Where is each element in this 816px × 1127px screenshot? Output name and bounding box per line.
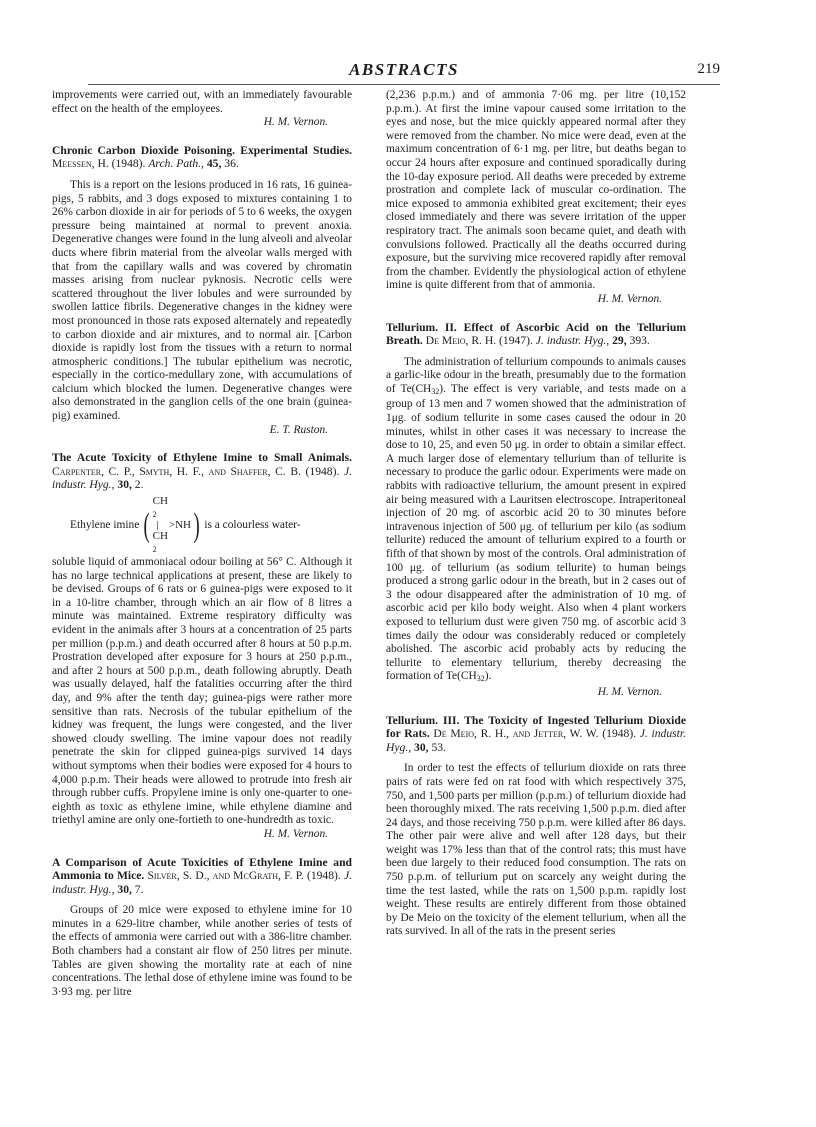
formula-bond: | [156, 519, 159, 532]
article-tellurium-ii [386, 321, 686, 700]
article-body: soluble liquid of ammoniacal odour boiling at 56° C. Although it has no large technical applications at present, these are likely to be devised. Groups of 6 rats or 6 guinea-pigs were exposed to it in a 10-litre chamber, through which an air flow of 8 litres a minute was maintained. Extreme respiratory difficulty was evident in the animals after 3 hours at a concentration of 25 parts per million (p.p.m.) and death occurred after 8 hours at 50 p.p.m. Prostration developed after exposure for 3 hours at 250 p.p.m., and after 2 hours at 500 p.p.m., death following abruptly. Death was usually delayed, half the fatalities occurring after the third day, and 9% after the tenth day; guinea-pigs were rather more sensitive than rats. Necrosis of the tubular epithelium of the kidney was frequent, the lungs were congested, and the liver showed cloudy swelling. The imine vapour does not readily penetrate the skin for clipped guinea-pigs survived 14 days without symptoms when their bodies were exposed for 4 hours to 4,000 p.p.m. Their heads were allowed to protrude into fresh air through rubber cuffs. Propylene imine is only one-quarter to one-eighth as toxic as ethylene imine, while ethylene diamine and triethyl amine are only one-fortieth to one-hundredth as toxic. [52, 556, 352, 827]
formula-stack [153, 496, 168, 555]
article-authors: De Meio, R. H. [425, 334, 497, 348]
article-title: Chronic Carbon Dioxide Poisoning. Experimental Studies. [52, 143, 352, 157]
ethylene-imine-formula [141, 496, 202, 555]
article-title: The Acute Toxicity of Ethylene Imine to Small Animals. [52, 451, 352, 465]
article-page: 393. [629, 334, 650, 348]
formula-paren-right: ) [193, 506, 200, 544]
signature: H. M. Vernon. [597, 292, 662, 305]
article-heading [386, 321, 686, 348]
article-volume: 29, [612, 334, 627, 348]
article-authors: Carpenter, C. P., Smyth, H. F., and Shaffer, C. B. [52, 464, 301, 478]
article-journal: J. industr. Hyg., [52, 869, 352, 896]
article-tellurium-iii [386, 714, 686, 940]
page-header [88, 60, 720, 84]
signature: H. M. Vernon. [263, 827, 328, 840]
article-body: Groups of 20 mice were exposed to ethylene imine for 10 minutes in a 629-litre chamber, while another series of tests of the effects of ammonia were carried out with a 386-litre chamber. Both chambers had a constant air flow of 250 litres per minute. Tables are given showing the mortality rate at each of nine concentrations. The lethal dose of ethylene imine was found to be 3·93 mg. per litre [52, 904, 352, 998]
article-heading [52, 144, 352, 171]
article-heading [52, 451, 352, 492]
article-journal: J. industr. Hyg., [386, 727, 686, 754]
article-authors: Meessen, H. [52, 157, 109, 171]
formula-nh: >NH [168, 519, 191, 532]
article-page: 2. [134, 478, 144, 492]
article-title: A Comparison of Acute Toxicities of Ethylene Imine and Ammonia to Mice. [52, 855, 352, 883]
formula-line [52, 496, 352, 555]
signature: H. M. Vernon. [263, 116, 328, 129]
formula-paren-left: ( [143, 506, 151, 544]
article-title: Tellurium. II. Effect of Ascorbic Acid on the Tellurium Breath. [386, 320, 686, 348]
left-column [52, 89, 352, 999]
continuation-text: improvements were carried out, with an immediately favourable effect on the health of the employees. [52, 89, 352, 115]
article-authors: De Meio, R. H., and Jetter, W. W. [433, 727, 599, 741]
article-volume: 30, [414, 740, 429, 754]
article-title: Tellurium. III. The Toxicity of Ingested Tellurium Dioxide for Rats. [386, 713, 686, 741]
article-year: (1948). [111, 157, 146, 171]
article-page: 7. [134, 882, 144, 896]
formula-lead: Ethylene imine [70, 518, 140, 531]
signature: H. M. Vernon. [597, 685, 662, 698]
article-chronic-co2 [52, 144, 352, 437]
article-source [112, 157, 239, 170]
article-year: (1947). [499, 334, 533, 348]
formula-tail: is a colourless water- [204, 518, 301, 531]
article-heading [52, 856, 352, 897]
formula-ch2-top: CH $_2$ [152, 495, 168, 520]
article-journal: Arch. Path., [148, 157, 204, 171]
article-ethylene-imine-toxicity [52, 451, 352, 841]
page-number: 219 [697, 61, 720, 77]
article-heading [386, 714, 686, 755]
article-authors: Silver, S. D., and McGrath, F. P. [147, 869, 304, 883]
article-body-continued: (2,236 p.p.m.) and of ammonia 7·06 mg. per litre (10,152 p.p.m.). At first the imine vapour caused some irritation to the eyes and nose, but the mice quickly appeared normal after they were removed from the chamber. No mice were dead, even at the maximum concentration of 6·1 mg. per litre, but deaths began to occur 24 hours after exposure and continued sporadically during the 10-day exposure period. All deaths were preceded by extreme prostration and complete lack of muscular co-ordination. The mice exposed to ammonia exhibited great excitement; their eyes closed immediately and there was severe irritation of the upper respiratory tract. The animals soon became quiet, and death with convulsions followed. Practically all the deaths occurred during exposure, but the surviving mice recovered rapidly after removal from the chamber. Evidently the physiological action of ethylene imine is quite different from that of ammonia. [386, 89, 686, 292]
article-volume: 30, [117, 882, 132, 896]
article-year: (1948). [305, 464, 340, 478]
signature: E. T. Ruston. [269, 423, 328, 436]
article-volume: 30, [117, 478, 132, 492]
article-journal: J. industr. Hyg., [52, 464, 352, 492]
article-page: 36. [224, 157, 239, 171]
article-body: The administration of tellurium compounds to animals causes a garlic-like odour in the breath, presumably due to the formation of $Te(CH_{32})$. The effect is very variable, and tests made on a group of 13 men and 7 women showed that the administration of 1μg. of sodium tellurite in some cases caused the odour in 20 minutes, whilst in other cases it was necessary to increase the dose to 10, 25, and even 50 μg. in order to obtain a similar effect. A much larger dose of elementary tellurium than of tellurite is necessary to produce the garlic odour. Experiments were made on rabbits with radioactive tellurium, the amount present in expired air being measured with a Lauritsen electroscope. Intraperitoneal injection of 20 mg. of ascorbic acid 20 to 30 minutes before intravenous injection of 500 μg. of tellurium per kilo (as sodium tellurite) reduced the amount of tellurium expired to a fourth or fifth of that shown by most of the controls. Oral administration of 100 μg. of tellurium (as sodium tellurite) to human beings produced a strong garlic odour in the breath, but in 2 cases out of 3 the odour disappeared after the administration of 10 mg. of ascorbic acid per kilo body weight. Also when 4 plant workers exposed to tellurium dust were given 750 mg. of ascorbic acid 3 times daily the odour was considerably reduced or completely abolished. The ascorbic acid probably acts by reducing the tellurite to elementary tellurium, thereby decreasing the formation of $Te(CH_{32})$. [386, 355, 687, 684]
article-body: This is a report on the lesions produced in 16 rats, 16 guinea-pigs, 5 rabbits, and 3 dogs exposed to mixtures containing 1 to 26% carbon dioxide in air for periods of 5 to 6 weeks, the oxygen pressure being maintained at normal to prevent anoxia. Degenerative changes were found in the lung alveoli and alveolar ducts where fibrin material from the alveolar walls merged with that from the capillary walls and was covered by chromatin masses arising from nuclear pyknosis. Necrotic cells were scattered throughout the liver lobules and were surrounded by swollen lattice fibrils. Degenerative changes in the kidney were most pronounced in those rats exposed alternately and repeatedly to carbon dioxide and air mixtures, and to normal air. [Carbon dioxide is rapidly lost from the tissues with a return to normal atmospheric conditions.] The tubular epithelium was necrotic, especially in the cortico-medullary zone, with accumulations of calcium which blocked the lumen. Degenerative changes were also demonstrated in the ganglion cells of the one brain (guinea-pig) examined. [52, 178, 352, 423]
right-column [386, 89, 686, 939]
running-title: ABSTRACTS [349, 60, 459, 79]
article-page: 53. [431, 740, 446, 754]
article-source [499, 334, 650, 347]
formula-ch2-bottom: CH $_2$ [152, 530, 168, 555]
article-imine-ammonia-comparison [52, 856, 352, 1000]
article-year: (1948). [602, 727, 637, 741]
article-year: (1948). [306, 869, 341, 883]
article-body: In order to test the effects of tellurium dioxide on rats three pairs of rats were fed on rat food with which respectively 375, 750, and 1,500 parts per million (p.p.m.) of tellurium dioxide had been thoroughly mixed. The rats receiving 1,500 p.p.m. died after 24 days, and those receiving 750 p.p.m. were killed after 86 days. The other pair were alive and well after 128 days, but their weight was 17% less than that of the control rats; this must have been due largely to their reduced food consumption. The rats on 750 p.p.m. of tellurium put on scarcely any weight during the time the test lasted, while the rats on 1,500 p.p.m. rapidly lost weight. These results are entirely different from those obtained by De Meio on the toxicity of the element tellurium, when all the rats survived. In all of the rats in the present series [386, 762, 686, 938]
article-volume: 45, [206, 157, 222, 171]
article-journal: J. industr. Hyg., [535, 334, 610, 348]
header-rule [88, 84, 720, 85]
